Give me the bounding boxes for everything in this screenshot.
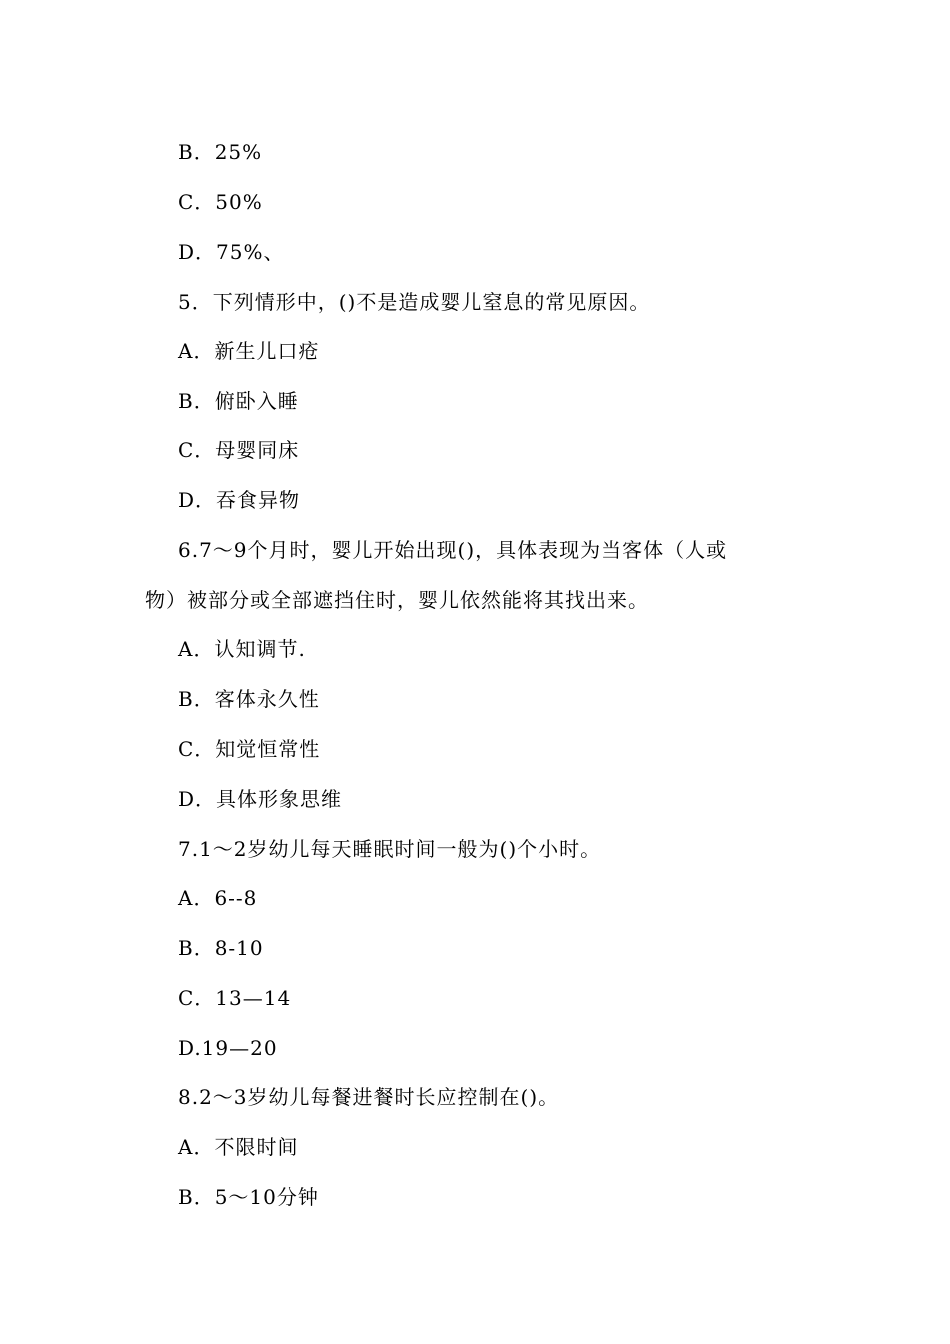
option-q7-b: B．8-10 [178,936,264,960]
option-q4-c: C．50% [178,190,263,214]
question-5: 5．下列情形中，()不是造成婴儿窒息的常见原因。 [178,290,651,314]
question-6-line-1: 6.7～9个月时，婴儿开始出现()，具体表现为当客体（人或 [178,538,728,562]
option-q4-b: B．25% [178,140,263,164]
option-q6-d: D．具体形象思维 [178,787,343,811]
question-6-line-2: 物）被部分或全部遮挡住时，婴儿依然能将其找出来。 [145,588,649,612]
question-7: 7.1～2岁幼儿每天睡眠时间一般为()个小时。 [178,837,602,861]
option-q7-d: D.19—20 [178,1036,278,1060]
option-q7-c: C．13—14 [178,986,292,1010]
question-8: 8.2～3岁幼儿每餐进餐时长应控制在()。 [178,1085,560,1109]
option-q4-d: D．75%、 [178,240,285,264]
option-q5-d: D．吞食异物 [178,488,301,512]
option-q6-a: A．认知调节. [178,637,306,661]
option-q6-c: C．知觉恒常性 [178,737,321,761]
option-q8-a: A．不限时间 [178,1135,299,1159]
option-q5-c: C．母婴同床 [178,438,300,462]
option-q5-b: B．俯卧入睡 [178,389,299,413]
option-q8-b: B．5～10分钟 [178,1185,319,1209]
option-q5-a: A．新生儿口疮 [178,339,320,363]
option-q6-b: B．客体永久性 [178,687,320,711]
option-q7-a: A．6--8 [178,886,258,910]
